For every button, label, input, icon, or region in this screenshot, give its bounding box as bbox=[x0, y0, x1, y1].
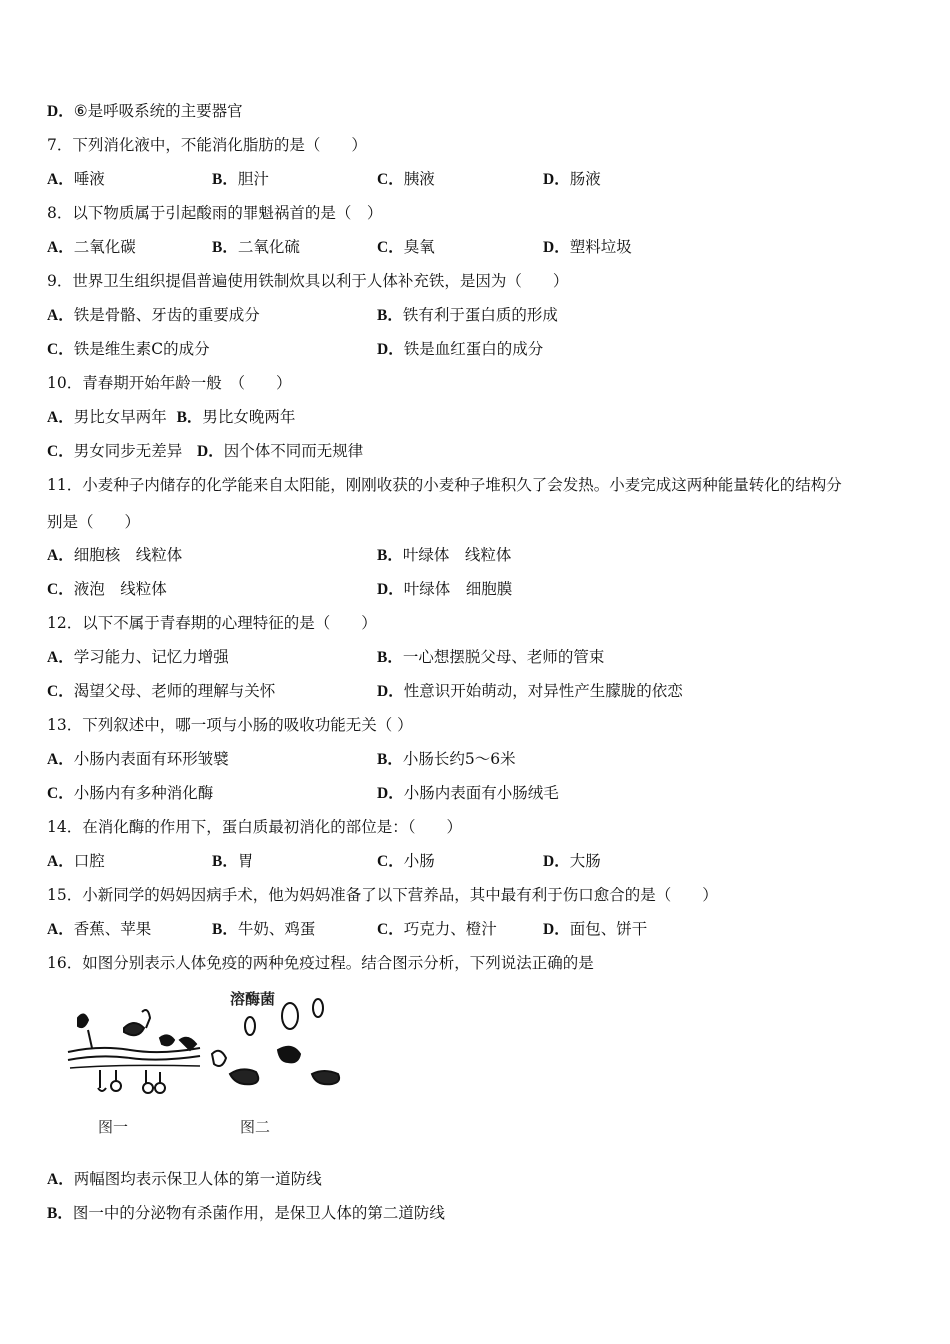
q12-stem: 12．以下不属于青春期的心理特征的是（ ） bbox=[47, 614, 377, 632]
q11-option-a: A．细胞核 线粒体 bbox=[47, 546, 183, 564]
q11-option-d: D．叶绿体 细胞膜 bbox=[377, 580, 513, 598]
q14-option-c: C．小肠 bbox=[377, 852, 435, 870]
q15-option-c: C．巧克力、橙汁 bbox=[377, 920, 497, 938]
q12-option-a: A．学习能力、记忆力增强 bbox=[47, 648, 229, 666]
q14-option-a: A．口腔 bbox=[47, 852, 105, 870]
q15-option-a: A．香蕉、苹果 bbox=[47, 920, 152, 938]
q11-stem-line2: 别是（ ） bbox=[47, 513, 141, 531]
q14-option-d: D．大肠 bbox=[543, 852, 601, 870]
q13-option-b: B．小肠长约5～6米 bbox=[377, 750, 516, 768]
q12-option-b: B．一心想摆脱父母、老师的管束 bbox=[377, 648, 605, 666]
immune-figure bbox=[60, 990, 360, 1140]
q14-stem: 14．在消化酶的作用下，蛋白质最初消化的部位是：（ ） bbox=[47, 818, 462, 836]
q16-option-a: A．两幅图均表示保卫人体的第一道防线 bbox=[47, 1170, 322, 1188]
q11-option-c: C．液泡 线粒体 bbox=[47, 580, 167, 598]
q15-option-d: D．面包、饼干 bbox=[543, 920, 648, 938]
q7-stem: 7．下列消化液中，不能消化脂肪的是（ ） bbox=[47, 136, 367, 154]
q7-option-a: A．唾液 bbox=[47, 170, 105, 188]
q6-option-d: D．⑥是呼吸系统的主要器官 bbox=[47, 102, 243, 120]
q13-stem: 13．下列叙述中，哪一项与小肠的吸收功能无关（ ） bbox=[47, 716, 413, 734]
q12-option-d: D．性意识开始萌动，对异性产生朦胧的依恋 bbox=[377, 682, 683, 700]
q13-option-c: C．小肠内有多种消化酶 bbox=[47, 784, 214, 802]
q10-options-cd: C．男女同步无差异 D．因个体不同而无规律 bbox=[47, 442, 364, 460]
q8-option-d: D．塑料垃圾 bbox=[543, 238, 632, 256]
q15-option-b: B．牛奶、鸡蛋 bbox=[212, 920, 316, 938]
q13-option-a: A．小肠内表面有环形皱襞 bbox=[47, 750, 229, 768]
q9-option-b: B．铁有利于蛋白质的形成 bbox=[377, 306, 558, 324]
q9-option-c: C．铁是维生素C的成分 bbox=[47, 340, 210, 358]
q16-stem: 16．如图分别表示人体免疫的两种免疫过程。结合图示分析，下列说法正确的是 bbox=[47, 954, 594, 972]
q15-stem: 15．小新同学的妈妈因病手术，他为妈妈准备了以下营养品，其中最有利于伤口愈合的是（ ） bbox=[47, 886, 718, 904]
figure-caption-two: 图二 bbox=[240, 1118, 271, 1136]
q8-option-b: B．二氧化硫 bbox=[212, 238, 300, 256]
q13-option-d: D．小肠内表面有小肠绒毛 bbox=[377, 784, 559, 802]
q7-option-d: D．肠液 bbox=[543, 170, 601, 188]
q10-options-ab: A．男比女早两年 B．男比女晚两年 bbox=[47, 408, 296, 426]
q7-option-b: B．胆汁 bbox=[212, 170, 269, 188]
q8-option-a: A．二氧化碳 bbox=[47, 238, 136, 256]
q7-option-c: C．胰液 bbox=[377, 170, 435, 188]
q8-stem: 8．以下物质属于引起酸雨的罪魁祸首的是（ ） bbox=[47, 204, 383, 222]
figure-one-drawing bbox=[68, 1010, 200, 1093]
figure-label-lysozyme: 溶酶菌 bbox=[230, 990, 276, 1008]
q14-option-b: B．胃 bbox=[212, 852, 254, 870]
q11-option-b: B．叶绿体 线粒体 bbox=[377, 546, 512, 564]
figure-two-drawing bbox=[212, 999, 339, 1084]
q9-option-a: A．铁是骨骼、牙齿的重要成分 bbox=[47, 306, 260, 324]
q16-option-b: B．图一中的分泌物有杀菌作用，是保卫人体的第二道防线 bbox=[47, 1204, 445, 1222]
q12-option-c: C．渴望父母、老师的理解与关怀 bbox=[47, 682, 276, 700]
q9-option-d: D．铁是血红蛋白的成分 bbox=[377, 340, 544, 358]
figure-caption-one: 图一 bbox=[98, 1118, 129, 1136]
q8-option-c: C．臭氧 bbox=[377, 238, 435, 256]
q10-stem: 10．青春期开始年龄一般 （ ） bbox=[47, 374, 292, 392]
q11-stem-line1: 11．小麦种子内储存的化学能来自太阳能，刚刚收获的小麦种子堆积久了会发热。小麦完成这两种能量转化的结构分 bbox=[47, 476, 842, 494]
q9-stem: 9．世界卫生组织提倡普遍使用铁制炊具以利于人体补充铁，是因为（ ） bbox=[47, 272, 569, 290]
